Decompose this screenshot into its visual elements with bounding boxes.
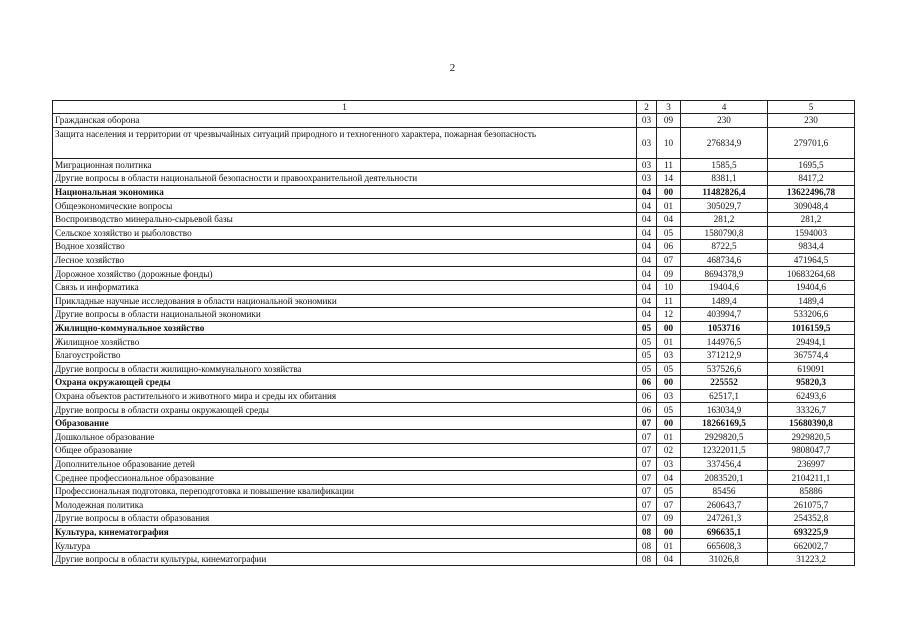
row-value-col4-cell: 260643,7: [681, 498, 768, 512]
row-value-col5-cell: 19404,6: [768, 280, 855, 294]
row-value-col5-cell: 13622496,78: [768, 185, 855, 199]
row-section-code-cell: 07: [637, 444, 657, 458]
row-subsection-code-cell: 05: [657, 362, 681, 376]
table-row: [53, 226, 855, 240]
table-row: [53, 185, 855, 199]
row-name-cell: Водное хозяйство: [53, 240, 637, 254]
row-name-cell: Другие вопросы в области охраны окружающей среды: [53, 403, 637, 417]
header-cell-5: 5: [768, 101, 855, 114]
row-section-code-cell: 05: [637, 321, 657, 335]
row-name-cell: Жилищное хозяйство: [53, 335, 637, 349]
row-subsection-code-cell: 05: [657, 484, 681, 498]
row-subsection-code-cell: 00: [657, 416, 681, 430]
row-value-col4-cell: 1585,5: [681, 158, 768, 172]
row-section-code-cell: 04: [637, 226, 657, 240]
row-subsection-code-cell: 02: [657, 444, 681, 458]
row-value-col4-cell: 1580790,8: [681, 226, 768, 240]
row-name-cell: Гражданская оборона: [53, 114, 637, 128]
row-value-col5-cell: 33326,7: [768, 403, 855, 417]
header-cell-1: 1: [53, 101, 637, 114]
row-value-col4-cell: 11482826,4: [681, 185, 768, 199]
row-section-code-cell: 08: [637, 525, 657, 539]
row-value-col5-cell: 1594003: [768, 226, 855, 240]
row-subsection-code-cell: 12: [657, 308, 681, 322]
row-section-code-cell: 07: [637, 498, 657, 512]
row-name-cell: Среднее профессиональное образование: [53, 471, 637, 485]
row-value-col5-cell: 8417,2: [768, 172, 855, 186]
row-value-col5-cell: 533206,6: [768, 308, 855, 322]
row-section-code-cell: 04: [637, 267, 657, 281]
row-subsection-code-cell: 07: [657, 498, 681, 512]
row-section-code-cell: 05: [637, 335, 657, 349]
table-row: [53, 335, 855, 349]
row-name-cell: Культура, кинематография: [53, 525, 637, 539]
row-name-cell: Другие вопросы в области жилищно-коммунального хозяйства: [53, 362, 637, 376]
row-subsection-code-cell: 07: [657, 253, 681, 267]
row-value-col5-cell: 619091: [768, 362, 855, 376]
row-section-code-cell: 04: [637, 308, 657, 322]
row-value-col5-cell: 261075,7: [768, 498, 855, 512]
row-name-cell: Благоустройство: [53, 348, 637, 362]
row-subsection-code-cell: 06: [657, 240, 681, 254]
row-value-col4-cell: 144976,5: [681, 335, 768, 349]
row-name-cell: Воспроизводство минерально-сырьевой базы: [53, 212, 637, 226]
row-value-col5-cell: 693225,9: [768, 525, 855, 539]
table-row: [53, 294, 855, 308]
row-value-col5-cell: 230: [768, 114, 855, 128]
row-value-col4-cell: 468734,6: [681, 253, 768, 267]
row-value-col4-cell: 8381,1: [681, 172, 768, 186]
table-row: [53, 127, 855, 158]
row-value-col5-cell: 1016159,5: [768, 321, 855, 335]
row-value-col5-cell: 2929820,5: [768, 430, 855, 444]
row-name-cell: Общее образование: [53, 444, 637, 458]
row-name-cell: Другие вопросы в области национальной безопасности и правоохранительной деятельности: [53, 172, 637, 186]
row-section-code-cell: 08: [637, 539, 657, 553]
row-name-cell: Молодежная политика: [53, 498, 637, 512]
row-name-cell: Охрана окружающей среды: [53, 376, 637, 390]
table-row: [53, 376, 855, 390]
row-section-code-cell: 04: [637, 199, 657, 213]
row-value-col5-cell: 10683264,68: [768, 267, 855, 281]
row-name-cell: Другие вопросы в области культуры, кинематографии: [53, 552, 637, 566]
row-subsection-code-cell: 09: [657, 267, 681, 281]
row-section-code-cell: 07: [637, 512, 657, 526]
table-row: [53, 114, 855, 128]
table-row: [53, 389, 855, 403]
row-value-col5-cell: 309048,4: [768, 199, 855, 213]
row-value-col5-cell: 85886: [768, 484, 855, 498]
row-subsection-code-cell: 00: [657, 376, 681, 390]
row-section-code-cell: 03: [637, 158, 657, 172]
row-value-col5-cell: 9834,4: [768, 240, 855, 254]
row-value-col4-cell: 2929820,5: [681, 430, 768, 444]
row-name-cell: Дорожное хозяйство (дорожные фонды): [53, 267, 637, 281]
table-row: [53, 512, 855, 526]
row-subsection-code-cell: 09: [657, 114, 681, 128]
header-cell-3: 3: [657, 101, 681, 114]
row-value-col5-cell: 662002,7: [768, 539, 855, 553]
row-name-cell: Другие вопросы в области национальной экономики: [53, 308, 637, 322]
row-subsection-code-cell: 01: [657, 199, 681, 213]
row-name-cell: Дошкольное образование: [53, 430, 637, 444]
row-subsection-code-cell: 05: [657, 403, 681, 417]
row-value-col5-cell: 29494,1: [768, 335, 855, 349]
row-section-code-cell: 07: [637, 471, 657, 485]
table-row: [53, 172, 855, 186]
row-subsection-code-cell: 04: [657, 471, 681, 485]
row-section-code-cell: 04: [637, 280, 657, 294]
row-name-cell: Сельское хозяйство и рыболовство: [53, 226, 637, 240]
row-section-code-cell: 04: [637, 185, 657, 199]
row-value-col4-cell: 665608,3: [681, 539, 768, 553]
row-value-col4-cell: 31026,8: [681, 552, 768, 566]
row-value-col5-cell: 279701,6: [768, 127, 855, 158]
header-cell-2: 2: [637, 101, 657, 114]
row-name-cell: Профессиональная подготовка, переподготовка и повышение квалификации: [53, 484, 637, 498]
row-subsection-code-cell: 10: [657, 127, 681, 158]
table-row: [53, 212, 855, 226]
row-value-col5-cell: 9808047,7: [768, 444, 855, 458]
table-row: [53, 539, 855, 553]
row-value-col5-cell: 62493,6: [768, 389, 855, 403]
row-subsection-code-cell: 04: [657, 552, 681, 566]
table-row: [53, 498, 855, 512]
table-row: [53, 321, 855, 335]
row-subsection-code-cell: 00: [657, 525, 681, 539]
row-section-code-cell: 07: [637, 457, 657, 471]
row-section-code-cell: 05: [637, 348, 657, 362]
table-header-row: [53, 101, 855, 114]
table-row: [53, 471, 855, 485]
row-subsection-code-cell: 11: [657, 294, 681, 308]
row-section-code-cell: 04: [637, 240, 657, 254]
row-value-col4-cell: 19404,6: [681, 280, 768, 294]
row-value-col4-cell: 62517,1: [681, 389, 768, 403]
row-name-cell: Миграционная политика: [53, 158, 637, 172]
row-subsection-code-cell: 00: [657, 321, 681, 335]
row-value-col4-cell: 225552: [681, 376, 768, 390]
row-value-col4-cell: 85456: [681, 484, 768, 498]
row-value-col5-cell: 95820,3: [768, 376, 855, 390]
table-row: [53, 430, 855, 444]
row-section-code-cell: 04: [637, 294, 657, 308]
row-subsection-code-cell: 04: [657, 212, 681, 226]
row-value-col4-cell: 230: [681, 114, 768, 128]
row-subsection-code-cell: 14: [657, 172, 681, 186]
row-value-col4-cell: 2083520,1: [681, 471, 768, 485]
table-row: [53, 280, 855, 294]
row-name-cell: Другие вопросы в области образования: [53, 512, 637, 526]
table-row: [53, 240, 855, 254]
row-section-code-cell: 08: [637, 552, 657, 566]
row-value-col4-cell: 8722,5: [681, 240, 768, 254]
row-subsection-code-cell: 01: [657, 335, 681, 349]
table-row: [53, 158, 855, 172]
table-row: [53, 525, 855, 539]
row-name-cell: Связь и информатика: [53, 280, 637, 294]
row-subsection-code-cell: 03: [657, 457, 681, 471]
row-value-col4-cell: 163034,9: [681, 403, 768, 417]
row-value-col4-cell: 337456,4: [681, 457, 768, 471]
row-value-col4-cell: 1053716: [681, 321, 768, 335]
row-subsection-code-cell: 09: [657, 512, 681, 526]
row-name-cell: Национальная экономика: [53, 185, 637, 199]
row-section-code-cell: 06: [637, 403, 657, 417]
page-number: 2: [449, 62, 456, 74]
table-row: [53, 552, 855, 566]
row-value-col5-cell: 281,2: [768, 212, 855, 226]
table-row: [53, 308, 855, 322]
row-value-col4-cell: 247261,3: [681, 512, 768, 526]
row-subsection-code-cell: 10: [657, 280, 681, 294]
row-value-col5-cell: 2104211,1: [768, 471, 855, 485]
row-name-cell: Лесное хозяйство: [53, 253, 637, 267]
row-name-cell: Защита населения и территории от чрезвычайных ситуаций природного и техногенного характера, пожарная безопасность: [53, 127, 637, 158]
row-value-col5-cell: 367574,4: [768, 348, 855, 362]
row-value-col5-cell: 471964,5: [768, 253, 855, 267]
row-value-col4-cell: 276834,9: [681, 127, 768, 158]
table-row: [53, 267, 855, 281]
table-row: [53, 444, 855, 458]
table-row: [53, 484, 855, 498]
row-section-code-cell: 06: [637, 389, 657, 403]
row-value-col5-cell: 1695,5: [768, 158, 855, 172]
row-value-col4-cell: 8694378,9: [681, 267, 768, 281]
row-value-col5-cell: 236997: [768, 457, 855, 471]
row-value-col4-cell: 281,2: [681, 212, 768, 226]
row-section-code-cell: 05: [637, 362, 657, 376]
row-value-col4-cell: 403994,7: [681, 308, 768, 322]
row-value-col5-cell: 1489,4: [768, 294, 855, 308]
row-section-code-cell: 07: [637, 430, 657, 444]
row-subsection-code-cell: 03: [657, 348, 681, 362]
row-section-code-cell: 03: [637, 172, 657, 186]
row-value-col4-cell: 371212,9: [681, 348, 768, 362]
table-row: [53, 403, 855, 417]
row-value-col5-cell: 254352,8: [768, 512, 855, 526]
table-row: [53, 362, 855, 376]
budget-table: [52, 100, 855, 566]
row-section-code-cell: 06: [637, 376, 657, 390]
row-section-code-cell: 03: [637, 127, 657, 158]
table-row: [53, 348, 855, 362]
row-section-code-cell: 07: [637, 484, 657, 498]
row-subsection-code-cell: 03: [657, 389, 681, 403]
row-name-cell: Жилищно-коммунальное хозяйство: [53, 321, 637, 335]
row-value-col4-cell: 1489,4: [681, 294, 768, 308]
row-section-code-cell: 04: [637, 212, 657, 226]
row-name-cell: Общеэкономические вопросы: [53, 199, 637, 213]
row-subsection-code-cell: 01: [657, 430, 681, 444]
row-section-code-cell: 04: [637, 253, 657, 267]
table-row: [53, 199, 855, 213]
row-name-cell: Дополнительное образование детей: [53, 457, 637, 471]
row-name-cell: Прикладные научные исследования в области национальной экономики: [53, 294, 637, 308]
table-row: [53, 416, 855, 430]
row-value-col4-cell: 305029,7: [681, 199, 768, 213]
row-value-col5-cell: 15680390,8: [768, 416, 855, 430]
row-subsection-code-cell: 11: [657, 158, 681, 172]
row-subsection-code-cell: 01: [657, 539, 681, 553]
table-row: [53, 457, 855, 471]
row-name-cell: Образование: [53, 416, 637, 430]
row-value-col4-cell: 696635,1: [681, 525, 768, 539]
table-row: [53, 253, 855, 267]
row-value-col4-cell: 537526,6: [681, 362, 768, 376]
row-subsection-code-cell: 00: [657, 185, 681, 199]
header-cell-4: 4: [681, 101, 768, 114]
row-name-cell: Охрана объектов растительного и животного мира и среды их обитания: [53, 389, 637, 403]
row-name-cell: Культура: [53, 539, 637, 553]
table-body: [53, 101, 855, 566]
row-value-col4-cell: 12322011,5: [681, 444, 768, 458]
row-subsection-code-cell: 05: [657, 226, 681, 240]
row-section-code-cell: 03: [637, 114, 657, 128]
row-section-code-cell: 07: [637, 416, 657, 430]
row-value-col4-cell: 18266169,5: [681, 416, 768, 430]
row-value-col5-cell: 31223,2: [768, 552, 855, 566]
